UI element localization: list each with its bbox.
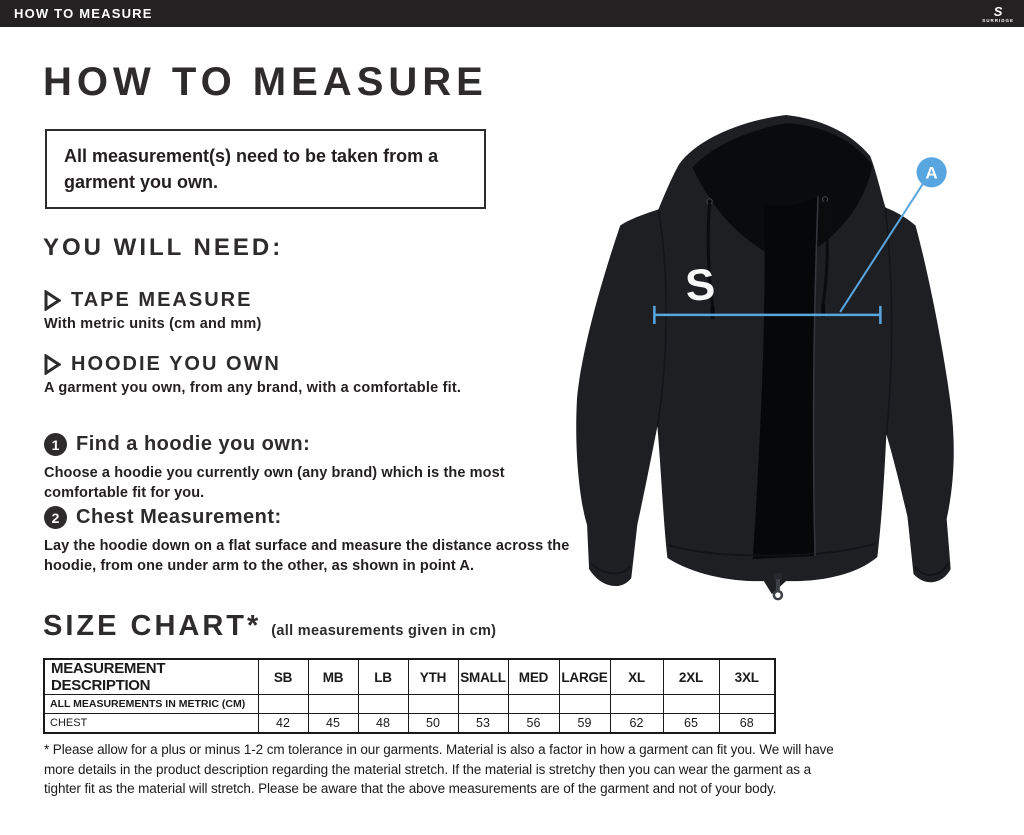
row-label: CHEST	[44, 714, 258, 734]
table-cell: 42	[258, 714, 308, 734]
row-label: ALL MEASUREMENTS IN METRIC (CM)	[44, 695, 258, 714]
table-cell: 65	[663, 714, 719, 734]
table-cell	[559, 695, 610, 714]
table-cell: 50	[408, 714, 458, 734]
column-header: XL	[610, 659, 663, 695]
tolerance-footnote: * Please allow for a plus or minus 1-2 cm tolerance in our garments. Material is also a factor in how a garment can fit you. We will have more details in the product description regarding the material stretch. If the material is stretchy then you can wear the garment as a tighter fit as the material will stretch. Please be aware that the above measurements are of the garment and not of your body.	[44, 742, 834, 797]
size-chart-table	[43, 658, 776, 734]
table-cell: 62	[610, 714, 663, 734]
size-chart-title: SIZE CHART*	[43, 610, 262, 642]
table-cell	[358, 695, 408, 714]
triangle-bullet-icon	[44, 290, 61, 311]
column-header: YTH	[408, 659, 458, 695]
need-item-label: HOODIE YOU OWN	[71, 353, 281, 375]
top-bar	[0, 0, 1024, 27]
brand-logo	[982, 3, 1014, 24]
step-2	[44, 506, 572, 576]
table-cell: 45	[308, 714, 358, 734]
table-cell	[258, 695, 308, 714]
note-box: All measurement(s) need to be taken from a garment you own.	[45, 129, 486, 209]
table-cell	[308, 695, 358, 714]
table-cell	[719, 695, 775, 714]
size-chart-subtitle: (all measurements given in cm)	[271, 623, 497, 639]
table-row	[44, 695, 775, 714]
brand-name: SURRIDGE	[982, 18, 1014, 24]
hoodie-figure	[572, 48, 1024, 620]
step-number-badge: 2	[44, 506, 67, 529]
brand-s-icon: S	[993, 4, 1003, 20]
table-row	[44, 714, 775, 734]
need-item-description: With metric units (cm and mm)	[44, 316, 262, 332]
table-cell	[508, 695, 559, 714]
table-cell: 68	[719, 714, 775, 734]
top-bar-title: HOW TO MEASURE	[14, 6, 153, 21]
step-description: Lay the hoodie down on a flat surface and measure the distance across the hoodie, from one under arm to the other, as shown in point A.	[44, 538, 570, 574]
table-cell: 59	[559, 714, 610, 734]
hoodie-illustration	[572, 48, 1024, 620]
table-cell	[458, 695, 508, 714]
column-header: 3XL	[719, 659, 775, 695]
page-title: HOW TO MEASURE	[43, 60, 488, 104]
column-header: MEASUREMENT DESCRIPTION	[44, 659, 258, 695]
column-header: SMALL	[458, 659, 508, 695]
table-cell: 56	[508, 714, 559, 734]
table-header-row	[44, 659, 775, 695]
need-item-tape-measure	[44, 289, 262, 332]
step-title: Find a hoodie you own:	[76, 433, 311, 455]
size-chart-heading	[43, 610, 496, 643]
table-cell: 48	[358, 714, 408, 734]
table-cell	[663, 695, 719, 714]
you-will-need-heading: YOU WILL NEED:	[43, 234, 284, 261]
garment-logo: S	[683, 259, 717, 311]
need-item-label: TAPE MEASURE	[71, 289, 253, 311]
table-cell: 53	[458, 714, 508, 734]
table-cell	[408, 695, 458, 714]
column-header: SB	[258, 659, 308, 695]
need-item-hoodie	[44, 353, 461, 396]
column-header: LB	[358, 659, 408, 695]
table-cell	[610, 695, 663, 714]
step-title: Chest Measurement:	[76, 506, 282, 528]
column-header: 2XL	[663, 659, 719, 695]
column-header: MED	[508, 659, 559, 695]
step-description: Choose a hoodie you currently own (any brand) which is the most comfortable fit for you.	[44, 465, 505, 501]
step-number-badge: 1	[44, 433, 67, 456]
column-header: MB	[308, 659, 358, 695]
column-header: LARGE	[559, 659, 610, 695]
need-item-description: A garment you own, from any brand, with a comfortable fit.	[44, 380, 462, 396]
triangle-bullet-icon	[44, 354, 61, 375]
step-1	[44, 433, 522, 503]
point-a-label: A	[925, 163, 938, 183]
